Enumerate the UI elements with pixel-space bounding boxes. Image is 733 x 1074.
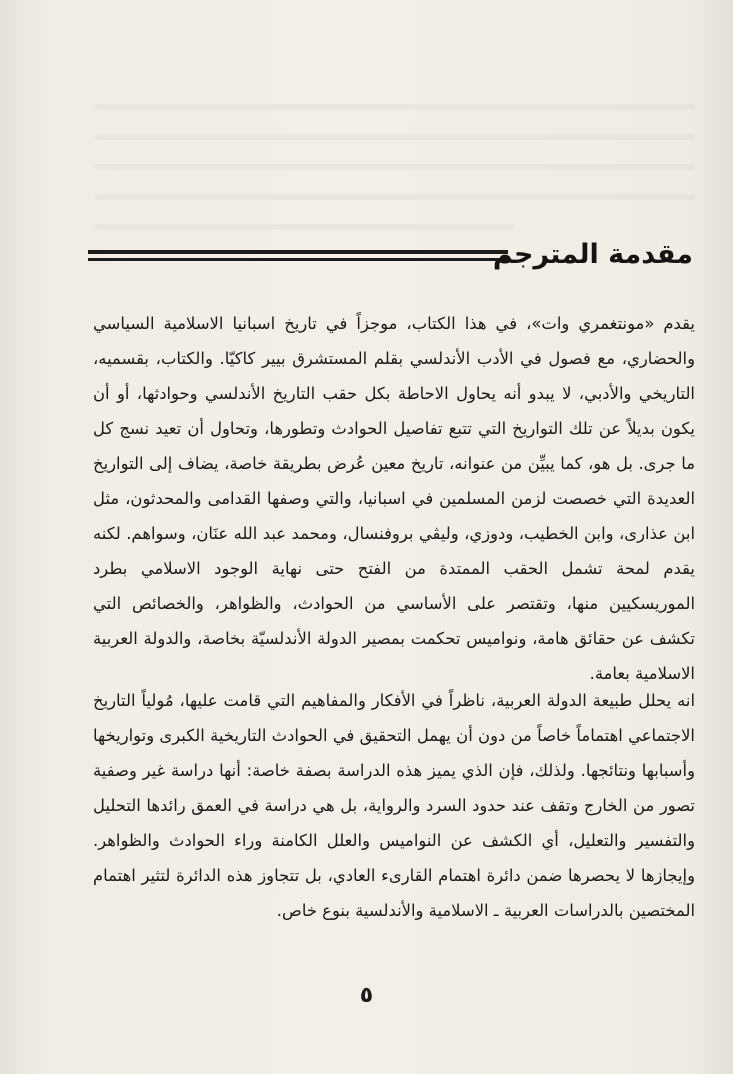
bleed-through-line — [95, 194, 695, 200]
bleed-through-line — [95, 134, 695, 140]
bleed-through-line — [95, 224, 515, 230]
page-number: ٥ — [359, 983, 374, 1008]
heading-rule — [88, 250, 508, 254]
bleed-through-line — [95, 164, 695, 170]
section-heading — [88, 236, 693, 276]
heading-rule — [88, 258, 508, 261]
page-title: مقدمة المترجم — [492, 239, 693, 270]
paragraph-intro: يقدم «مونتغمري وات»، في هذا الكتاب، موجزاً في تاريخ اسبانيا الاسلامية السياسي والحضاري، مع فصول في الأدب الأندلسي بقلم المستشرق بيير كاكيّا. والكتاب، بقسميه، التاريخي والأدبي، لا يبدو أنه يحاول الاحاطة بكل حقب التاريخ الأندلسي وحوادثها، أو أن يكون بديلاً عن تلك التواريخ التي تتبع تفاصيل الحوادث وتطورها، وتحاول أن تعيد نسج كل ما جرى. بل هو، كما يبيِّن من عنوانه، تاريخ معين عُرض بطريقة خاصة، يضاف إلى التواريخ العديدة التي خصصت لزمن المسلمين في اسبانيا، والتي وصفها القدامى والمحدثون، مثل ابن عذارى، وابن الخطيب، ودوزي، وليڤي بروفنسال، ومحمد عبد الله عنَان، وسواهم. لكنه يقدم لمحة تشمل الحقب الممتدة من الفتح حتى نهاية الوجود الاسلامي بطرد الموريسكيين منها، وتقتصر على الأساسي من الحوادث، والظواهر، والخصائص التي تكشف عن حقائق هامة، ونواميس تحكمت بمصير الدولة الأندلسيّة بخاصة، والدولة العربية الاسلامية بعامة. — [93, 314, 695, 683]
paragraph-analysis: انه يحلل طبيعة الدولة العربية، ناظراً في الأفكار والمفاهيم التي قامت عليها، مُولياً التاريخ الاجتماعي اهتماماً خاصاً من دون أن يهمل التحقيق في الحوادث التاريخية الكبرى وتواريخها وأسبابها ونتائجها. ولذلك، فإن الذي يميز هذه الدراسة بصفة خاصة: أنها دراسة غير وصفية تصور من الخارج وتقف عند حدود السرد والرواية، بل هي دراسة في العمق رائدها التحليل والتفسير والتعليل، أي الكشف عن النواميس والعلل الكامنة وراء الحوادث والظواهر. وإيجازها لا يحصرها ضمن دائرة اهتمام القارىء العادي، بل تتجاوز هذه الدائرة لتثير اهتمام المختصين بالدراسات العربية ـ الاسلامية والأندلسية بنوع خاص. — [93, 691, 695, 920]
bleed-through-line — [95, 104, 695, 110]
